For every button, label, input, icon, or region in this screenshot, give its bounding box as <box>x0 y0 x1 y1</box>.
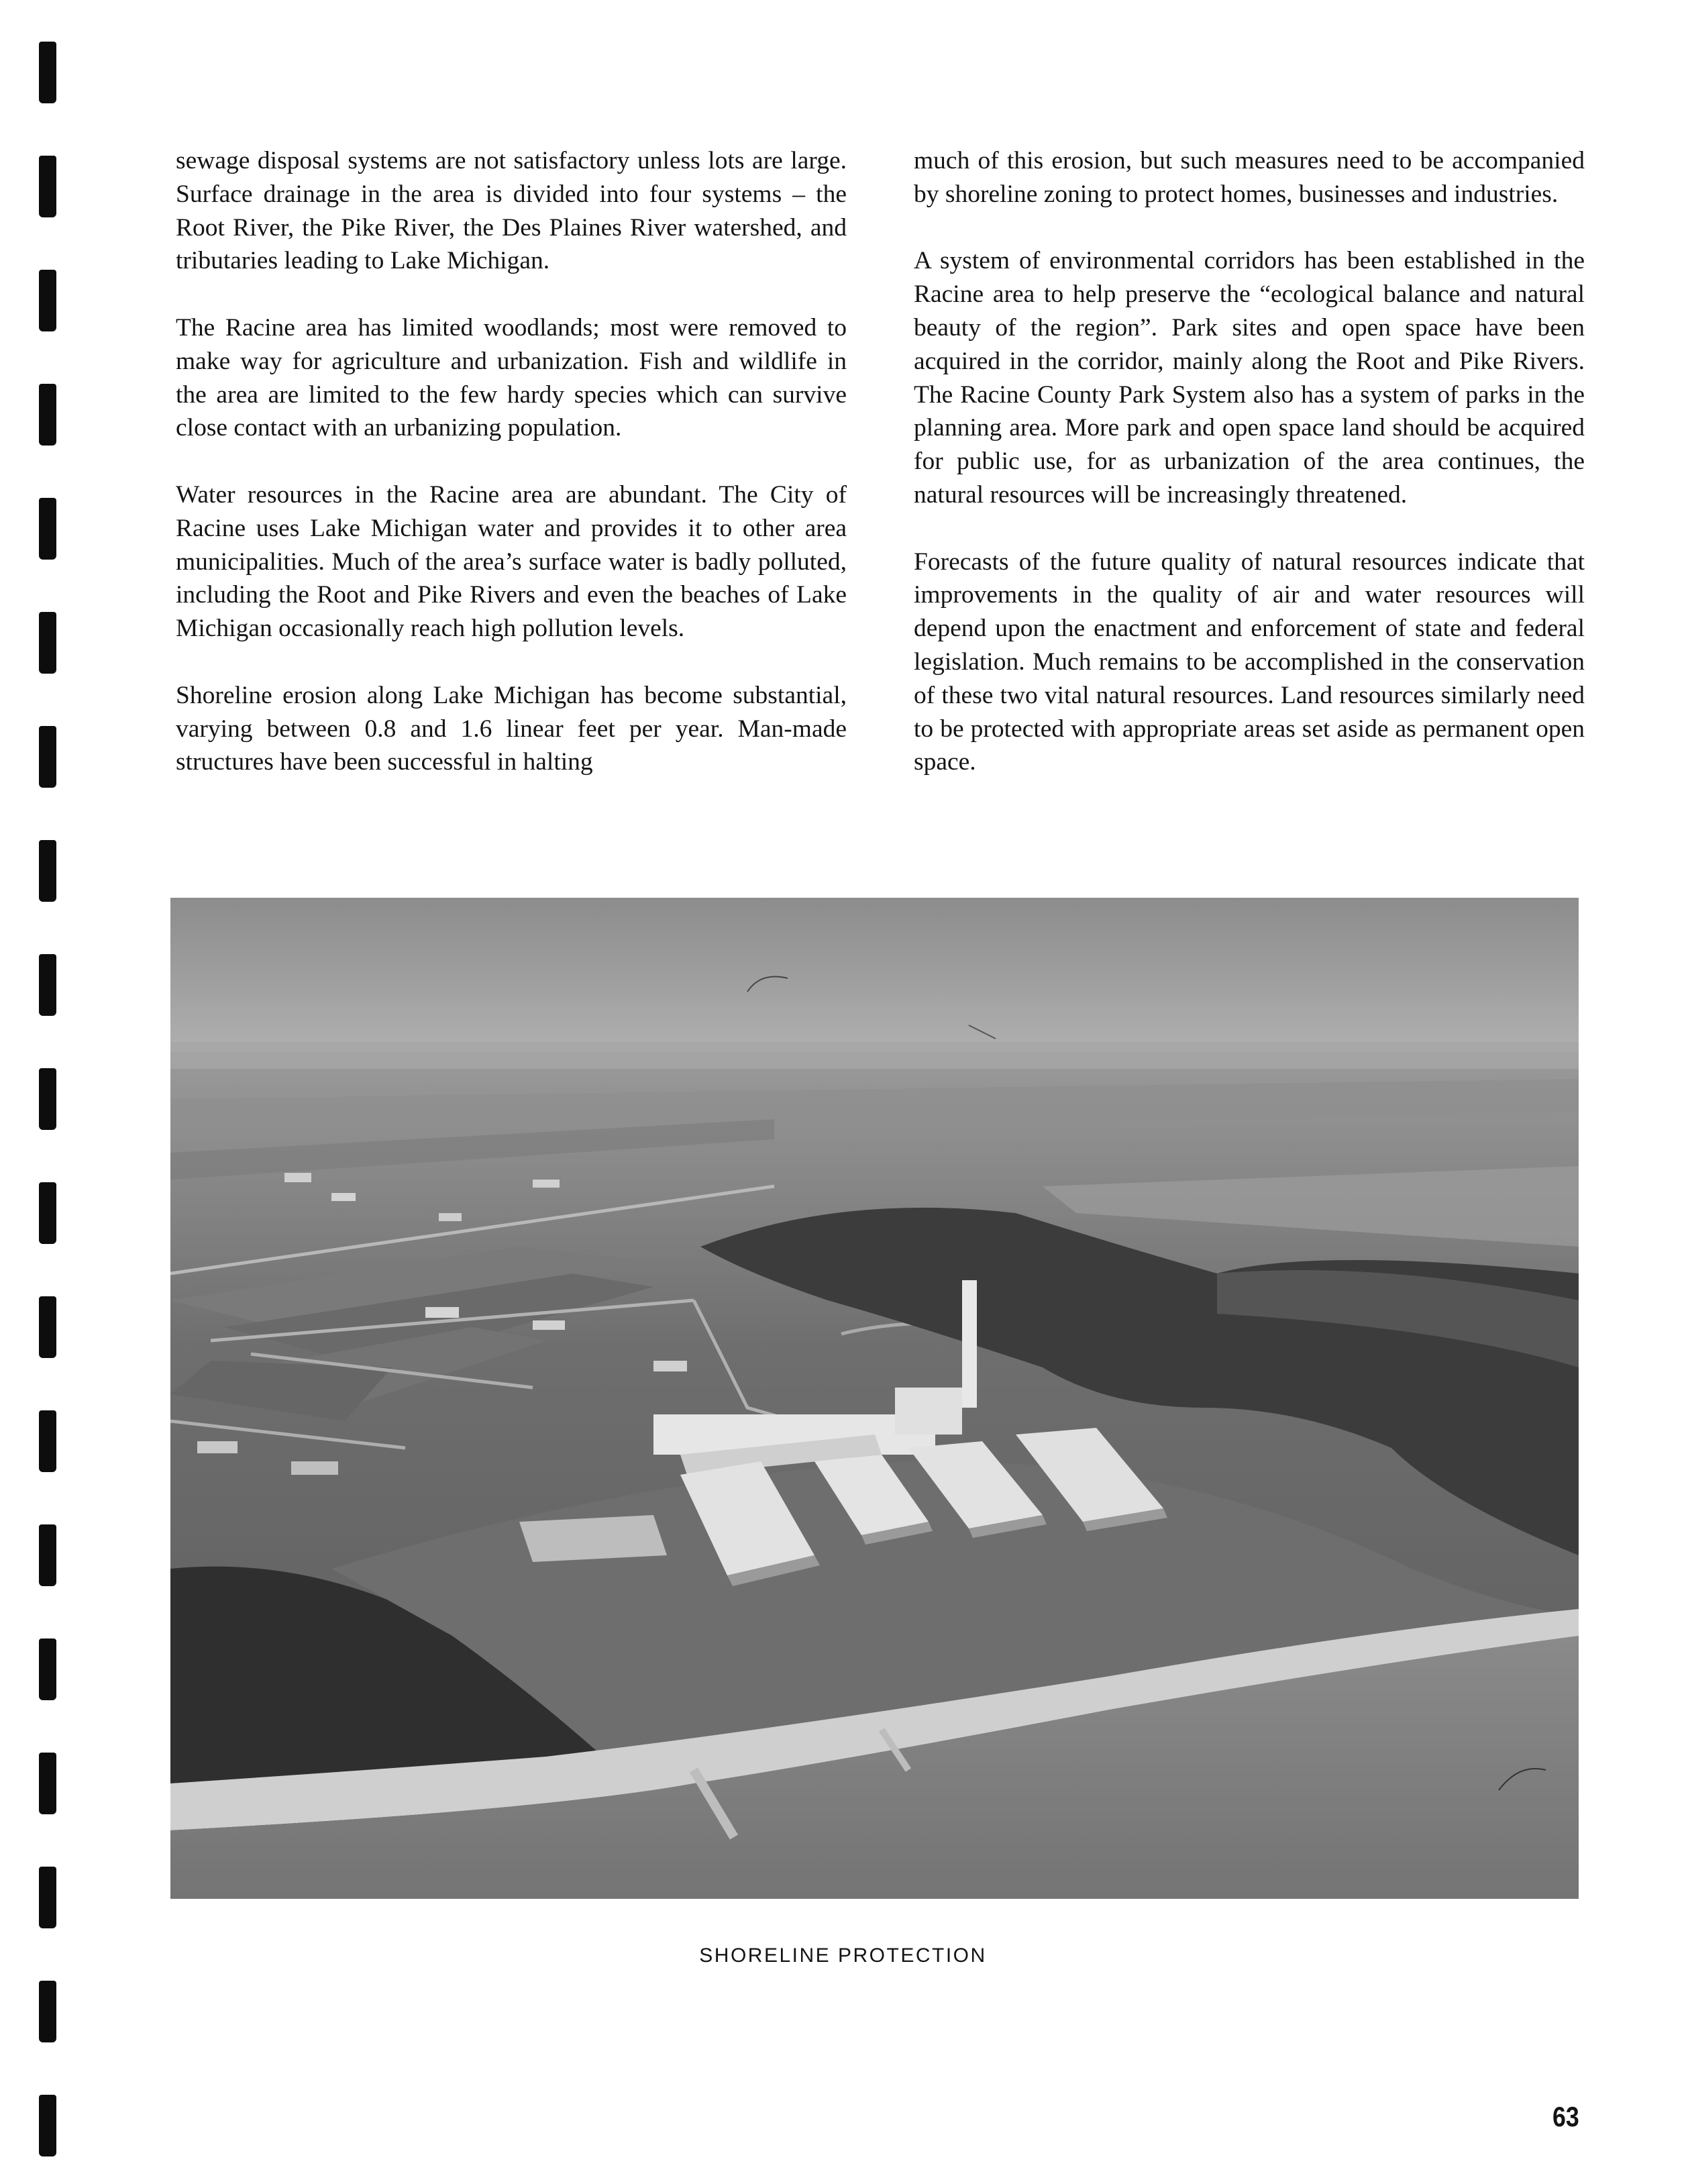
binding-hole <box>39 1753 56 1814</box>
binding-hole <box>39 840 56 902</box>
binding-hole <box>39 1410 56 1472</box>
binding-hole <box>39 1182 56 1244</box>
page-number: 63 <box>1552 2101 1579 2132</box>
paragraph: Water resources in the Racine area are abundant. The City of Racine uses Lake Michigan water and provides it to other area municipalities. Much of the area’s surface water is badly polluted, including the Root and Pike Rivers and even the beaches of Lake Michigan occasionally reach high pollution levels. <box>176 480 847 643</box>
binding-hole <box>39 270 56 331</box>
aerial-photo-shoreline <box>170 898 1579 1899</box>
binding-hole <box>39 1524 56 1586</box>
binding-hole <box>39 1639 56 1700</box>
paragraph: A system of environmental corridors has been established in the Racine area to help preserve the “ecological balance and natural beauty of the region”. Park sites and open space have been acquired in the corridor, mainly along the Root and Pike Rivers. The Racine County Park System also has a system of parks in the planning area. More park and open space land should be acquired for public use, for as urbanization of the area continues, the natural resources will be increasingly threatened. <box>914 247 1585 509</box>
paragraph: sewage disposal systems are not satisfactory unless lots are large. Surface drainage in the area is divided into four systems – the Root River, the Pike River, the Des Plaines River watershed, and tributaries leading to Lake Michigan. <box>176 147 847 275</box>
binding-hole <box>39 156 56 217</box>
binding-hole <box>39 498 56 560</box>
binding-hole <box>39 612 56 674</box>
paragraph: Shoreline erosion along Lake Michigan has become substantial, varying between 0.8 and 1.6 linear feet per year. Man-made structures have been successful in halting <box>176 681 847 776</box>
binding-hole <box>39 1867 56 1928</box>
binding-hole <box>39 384 56 446</box>
binding-hole <box>39 1296 56 1358</box>
right-text-column <box>914 144 1585 813</box>
binding-hole <box>39 954 56 1016</box>
paragraph: much of this erosion, but such measures need to be accompanied by shoreline zoning to protect homes, businesses and industries. <box>914 147 1585 208</box>
left-text-column <box>176 144 847 813</box>
photo-caption: SHORELINE PROTECTION <box>699 1944 987 1967</box>
binding-hole <box>39 1068 56 1130</box>
paragraph: Forecasts of the future quality of natural resources indicate that improvements in the quality of air and water resources will depend upon the enactment and enforcement of state and federal legislation. Much remains to be accomplished in the conservation of these two vital natural resources. Land resources similarly need to be protected with appropriate areas set aside as permanent open space. <box>914 548 1585 776</box>
binding-hole <box>39 42 56 103</box>
binding-hole <box>39 1981 56 2042</box>
binding-hole <box>39 726 56 788</box>
spiral-binding-holes <box>0 0 67 2184</box>
binding-hole <box>39 2095 56 2156</box>
paragraph: The Racine area has limited woodlands; most were removed to make way for agriculture and urbanization. Fish and wildlife in the area are limited to the few hardy species which can survive close contact with an urbanizing population. <box>176 313 847 442</box>
